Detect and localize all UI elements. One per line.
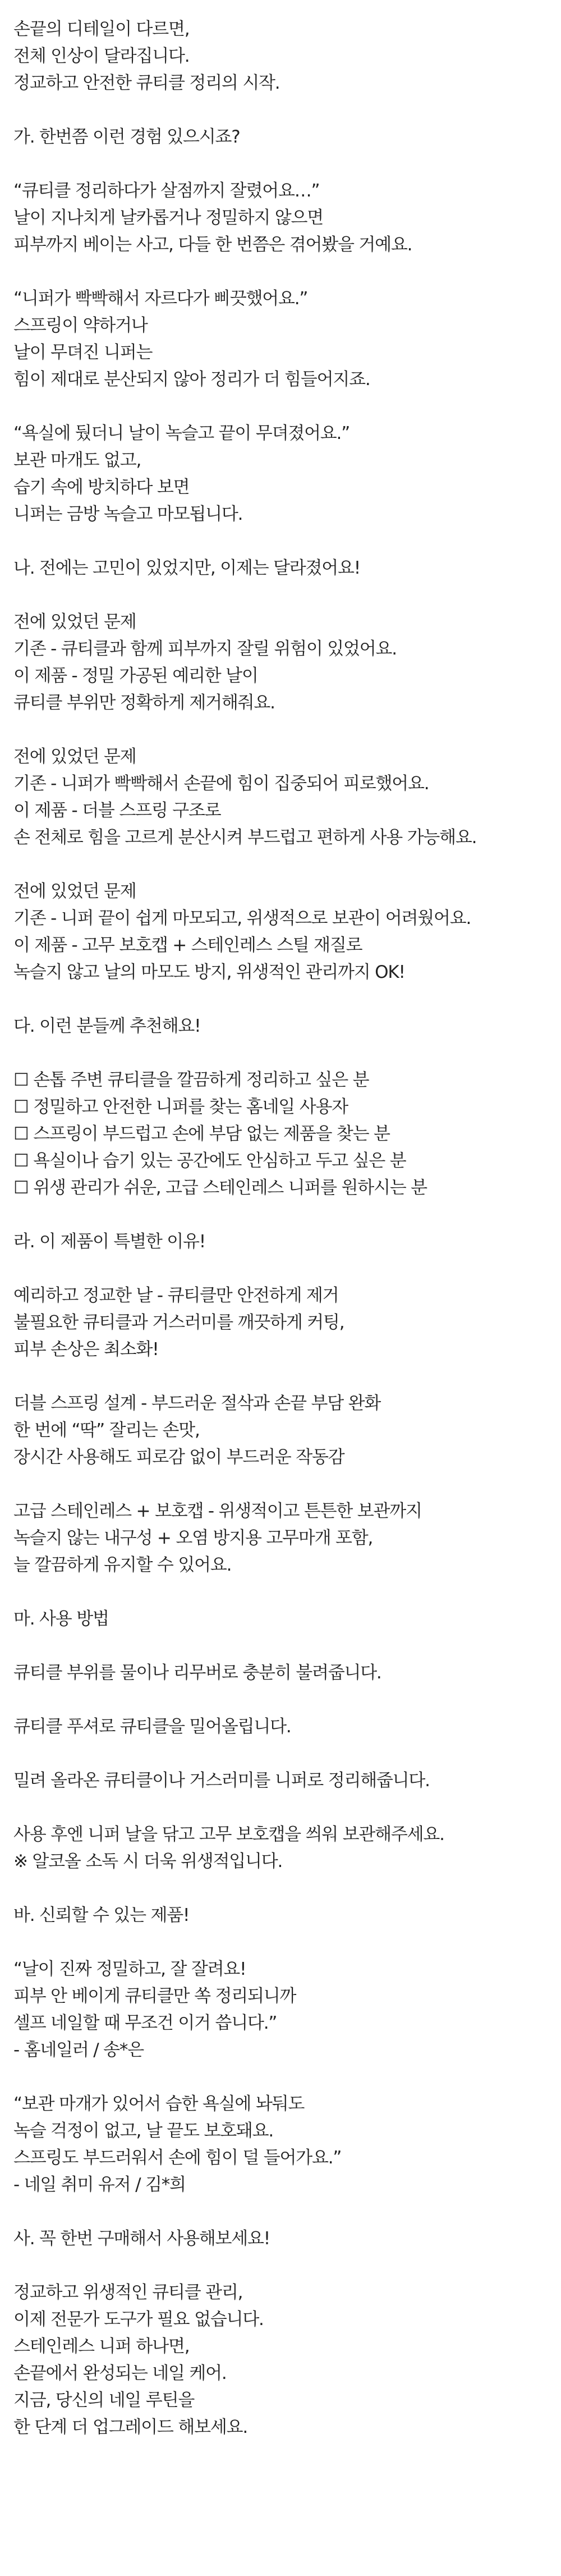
- text-line: 바. 신뢰할 수 있는 제품!: [13, 1905, 190, 1925]
- text-line: 한 단계 더 업그레이드 해보세요.: [13, 2417, 247, 2437]
- text-line: ☐ 욕실이나 습기 있는 공간에도 안심하고 두고 싶은 분: [13, 1151, 406, 1171]
- text-line: 피부 안 베이게 큐티클만 쏙 정리되니까: [13, 1986, 296, 2006]
- text-line: 밀려 올라온 큐티클이나 거스러미를 니퍼로 정리해줍니다.: [13, 1770, 430, 1791]
- text-line: “보관 마개가 있어서 습한 욕실에 놔둬도: [13, 2094, 305, 2114]
- text-line: 힘이 제대로 분산되지 않아 정리가 더 힘들어지죠.: [13, 369, 370, 390]
- text-line: 스프링도 부드러워서 손에 힘이 덜 들어가요.”: [13, 2148, 342, 2168]
- text-line: 큐티클 푸셔로 큐티클을 밀어올립니다.: [13, 1717, 291, 1737]
- text-line: 피부까지 베이는 사고, 다들 한 번쯤은 겪어봤을 거예요.: [13, 235, 412, 255]
- text-line: 늘 깔끔하게 유지할 수 있어요.: [13, 1555, 232, 1575]
- usage-step-1: [13, 1659, 561, 1686]
- text-line: 녹슬지 않는 내구성 + 오염 방지용 고무마개 포함,: [13, 1528, 373, 1548]
- text-line: 손끝에서 완성되는 네일 케어.: [13, 2363, 227, 2383]
- text-line: 손 전체로 힘을 고르게 분산시켜 부드럽고 편하게 사용 가능해요.: [13, 827, 477, 848]
- review-block-2: [13, 2090, 561, 2198]
- section-heading-ba: [13, 1902, 561, 1929]
- text-line: 피부 손상은 최소화!: [13, 1339, 159, 1360]
- text-line: “큐티클 정리하다가 살점까지 잘렸어요…”: [13, 181, 320, 201]
- comparison-block-3: [13, 878, 561, 986]
- text-line: 셀프 네일할 때 무조건 이거 씁니다.”: [13, 2013, 277, 2033]
- text-line: 큐티클 부위를 물이나 리무버로 충분히 불려줍니다.: [13, 1663, 381, 1683]
- text-line: ☐ 정밀하고 안전한 니퍼를 찾는 홈네일 사용자: [13, 1097, 348, 1117]
- text-line: 더블 스프링 설계 - 부드러운 절삭과 손끝 부담 완화: [13, 1393, 381, 1413]
- feature-block-2: [13, 1390, 561, 1471]
- text-line: 이 제품 - 더블 스프링 구조로: [13, 800, 221, 821]
- text-line: 녹슬지 않고 날의 마모도 방지, 위생적인 관리까지 OK!: [13, 962, 405, 982]
- recommendation-checklist: [13, 1067, 561, 1201]
- text-line: ※ 알코올 소독 시 더욱 위생적입니다.: [13, 1851, 283, 1872]
- section-heading-da: [13, 1013, 561, 1040]
- text-line: ☐ 손톱 주변 큐티클을 깔끔하게 정리하고 싶은 분: [13, 1070, 369, 1090]
- text-line: 날이 무뎌진 니퍼는: [13, 342, 153, 363]
- text-line: 불필요한 큐티클과 거스러미를 깨끗하게 커팅,: [13, 1312, 344, 1333]
- section-heading-ma: [13, 1605, 561, 1632]
- text-line: 가. 한번쯤 이런 경험 있으시죠?: [13, 127, 240, 147]
- text-line: 전체 인상이 달라집니다.: [13, 46, 190, 66]
- text-line: 큐티클 부위만 정확하게 제거해줘요.: [13, 693, 275, 713]
- text-line: - 네일 취미 유저 / 김*희: [13, 2175, 186, 2195]
- text-line: 전에 있었던 문제: [13, 747, 136, 767]
- text-line: 전에 있었던 문제: [13, 612, 136, 632]
- text-line: 기존 - 큐티클과 함께 피부까지 잘릴 위험이 있었어요.: [13, 639, 397, 659]
- text-line: 마. 사용 방법: [13, 1609, 109, 1629]
- comparison-block-1: [13, 608, 561, 716]
- text-line: 손끝의 디테일이 다르면,: [13, 19, 190, 39]
- feature-block-3: [13, 1498, 561, 1578]
- text-line: 이 제품 - 정밀 가공된 예리한 날이: [13, 666, 258, 686]
- text-line: ☐ 스프링이 부드럽고 손에 부담 없는 제품을 찾는 분: [13, 1124, 390, 1144]
- text-line: 예리하고 정교한 날 - 큐티클만 안전하게 제거: [13, 1285, 339, 1306]
- text-line: 다. 이런 분들께 추천해요!: [13, 1016, 201, 1036]
- text-line: 기존 - 니퍼 끝이 쉽게 마모되고, 위생적으로 보관이 어려웠어요.: [13, 908, 471, 928]
- text-line: “욕실에 뒀더니 날이 녹슬고 끝이 무뎌졌어요.”: [13, 423, 350, 443]
- text-line: 고급 스테인레스 + 보호캡 - 위생적이고 튼튼한 보관까지: [13, 1501, 422, 1521]
- text-line: 라. 이 제품이 특별한 이유!: [13, 1232, 205, 1252]
- usage-step-3: [13, 1767, 561, 1794]
- text-line: 녹슬 걱정이 없고, 날 끝도 보호돼요.: [13, 2121, 274, 2141]
- text-line: - 홈네일러 / 송*은: [13, 2040, 144, 2060]
- problem-quote-3: [13, 420, 561, 528]
- text-line: 보관 마개도 없고,: [13, 450, 141, 470]
- text-line: 사. 꼭 한번 구매해서 사용해보세요!: [13, 2229, 270, 2249]
- text-line: 장시간 사용해도 피로감 없이 부드러운 작동감: [13, 1447, 344, 1467]
- text-line: 나. 전에는 고민이 있었지만, 이제는 달라졌어요!: [13, 558, 360, 578]
- section-heading-ga: [13, 123, 561, 150]
- text-line: 정교하고 위생적인 큐티클 관리,: [13, 2282, 243, 2303]
- review-block-1: [13, 1956, 561, 2063]
- feature-block-1: [13, 1282, 561, 1363]
- text-line: 정교하고 안전한 큐티클 정리의 시작.: [13, 73, 280, 93]
- text-line: 습기 속에 방치하다 보면: [13, 477, 190, 497]
- text-line: 스프링이 약하거나: [13, 315, 148, 336]
- text-line: 스테인레스 니퍼 하나면,: [13, 2336, 190, 2357]
- text-line: 전에 있었던 문제: [13, 881, 136, 902]
- usage-step-4: [13, 1821, 561, 1875]
- text-line: 니퍼는 금방 녹슬고 마모됩니다.: [13, 504, 243, 524]
- text-line: ☐ 위생 관리가 쉬운, 고급 스테인레스 니퍼를 원하시는 분: [13, 1178, 427, 1198]
- text-line: 날이 지나치게 날카롭거나 정밀하지 않으면: [13, 208, 324, 228]
- problem-quote-2: [13, 285, 561, 393]
- section-heading-sa: [13, 2225, 561, 2252]
- closing-block: [13, 2279, 561, 2441]
- intro-block: [13, 16, 561, 97]
- text-line: “니퍼가 빡빡해서 자르다가 삐끗했어요.”: [13, 289, 308, 309]
- text-line: “날이 진짜 정밀하고, 잘 잘려요!: [13, 1959, 246, 1979]
- text-line: 지금, 당신의 네일 루틴을: [13, 2390, 195, 2410]
- text-line: 한 번에 “딱” 잘리는 손맛,: [13, 1420, 200, 1440]
- usage-step-2: [13, 1713, 561, 1740]
- comparison-block-2: [13, 743, 561, 851]
- section-heading-ra: [13, 1228, 561, 1255]
- text-line: 기존 - 니퍼가 빡빡해서 손끝에 힘이 집중되어 피로했어요.: [13, 774, 429, 794]
- problem-quote-1: [13, 177, 561, 258]
- section-heading-na: [13, 555, 561, 582]
- text-line: 사용 후엔 니퍼 날을 닦고 고무 보호캡을 씌워 보관해주세요.: [13, 1824, 444, 1845]
- text-line: 이제 전문가 도구가 필요 없습니다.: [13, 2309, 264, 2330]
- text-line: 이 제품 - 고무 보호캡 + 스테인레스 스틸 재질로: [13, 935, 362, 955]
